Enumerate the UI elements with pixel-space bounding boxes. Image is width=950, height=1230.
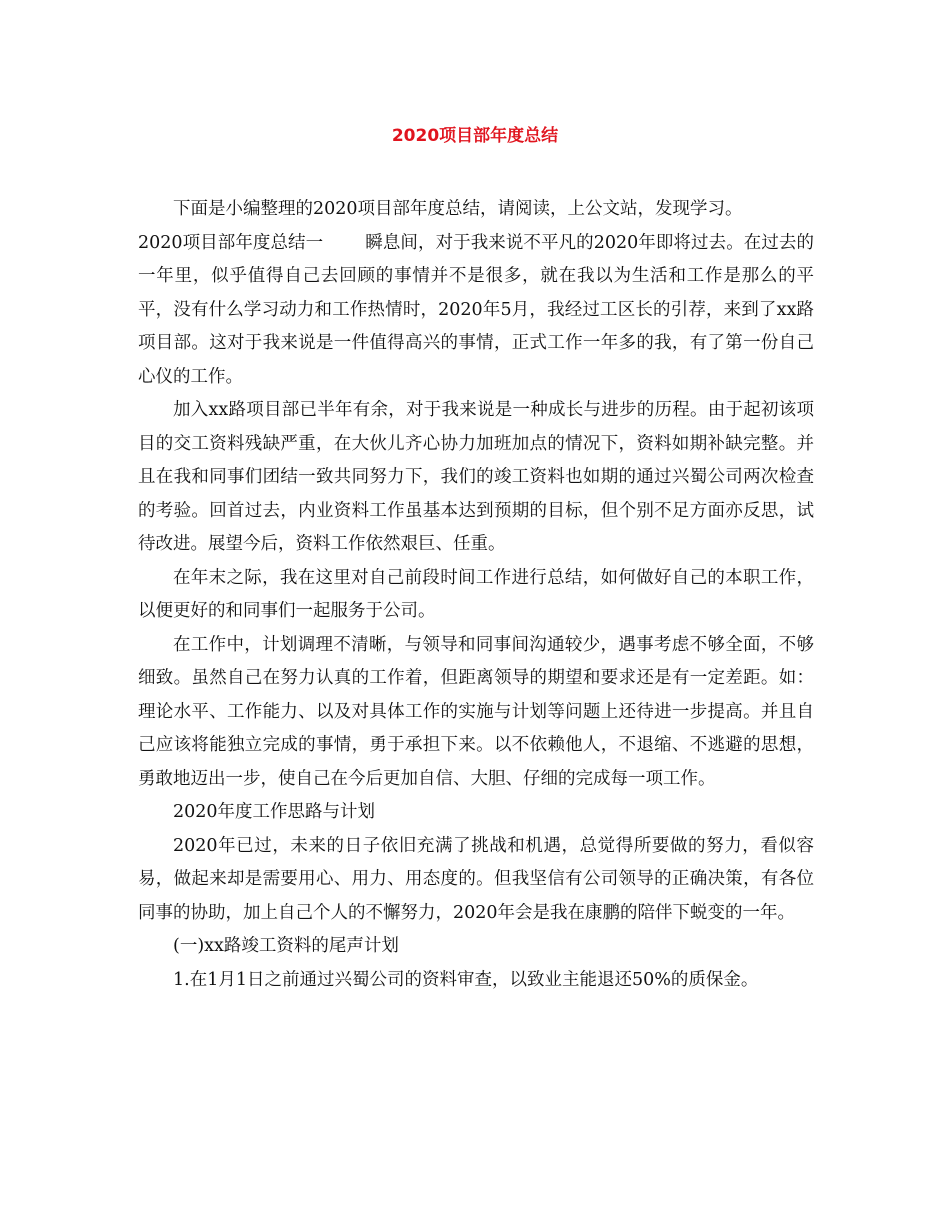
section-heading: 2020项目部年度总结一 [138, 232, 324, 253]
paragraph-6: 2020年已过，未来的日子依旧充满了挑战和机遇，总觉得所要做的努力，看似容易，做起来却是需要用心、用力、用态度的。但我坚信有公司领导的正确决策，有各位同事的协助，加上自己个人的不懈努力，2020年会是我在康鹏的陪伴下蜕变的一年。 [138, 835, 814, 923]
paragraph-3: 在年末之际，我在这里对自己前段时间工作进行总结，如何做好自己的本职工作，以便更好的和同事们一起服务于公司。 [138, 567, 814, 621]
document-body [138, 193, 814, 997]
plan-item-1: 1.在1月1日之前通过兴蜀公司的资料审查，以致业主能退还50%的质保金。 [173, 969, 759, 990]
document-title: 2020项目部年度总结 [391, 126, 559, 146]
paragraph-4: 在工作中，计划调理不清晰，与领导和同事间沟通较少，遇事考虑不够全面，不够细致。虽然自己在努力认真的工作着，但距离领导的期望和要求还是有一定差距。如：理论水平、工作能力、以及对具体工作的实施与计划等问题上还待进一步提高。并且自己应该将能独立完成的事情，勇于承担下来。以不依赖他人，不退缩、不逃避的思想，勇敢地迈出一步，使自己在今后更加自信、大胆、仔细的完成每一项工作。 [138, 634, 814, 789]
paragraph-2: 加入xx路项目部已半年有余，对于我来说是一种成长与进步的历程。由于起初该项目的交工资料残缺严重，在大伙儿齐心协力加班加点的情况下，资料如期补缺完整。并且在我和同事们团结一致共同努力下，我们的竣工资料也如期的通过兴蜀公司两次检查的考验。回首过去，内业资料工作虽基本达到预期的目标，但个别不足方面亦反思，试待改进。展望今后，资料工作依然艰巨、任重。 [138, 400, 814, 554]
plan-heading: 2020年度工作思路与计划 [173, 802, 376, 822]
intro-paragraph: 下面是小编整理的2020项目部年度总结，请阅读，上公文站，发现学习。 [173, 199, 743, 219]
first-section-paragraph [138, 227, 814, 395]
paragraph-1: 瞬息间，对于我来说不平凡的2020年即将过去。在过去的一年里，似乎值得自己去回顾的事情并不是很多，就在我以为生活和工作是那么的平平，没有什么学习动力和工作热情时，2020年5月，我经过工区长的引荐，来到了xx路项目部。这对于我来说是一件值得高兴的事情，正式工作一年多的我，有了第一份自己心仪的工作。 [138, 232, 814, 387]
subsection-heading: (一)xx路竣工资料的尾声计划 [173, 936, 399, 956]
